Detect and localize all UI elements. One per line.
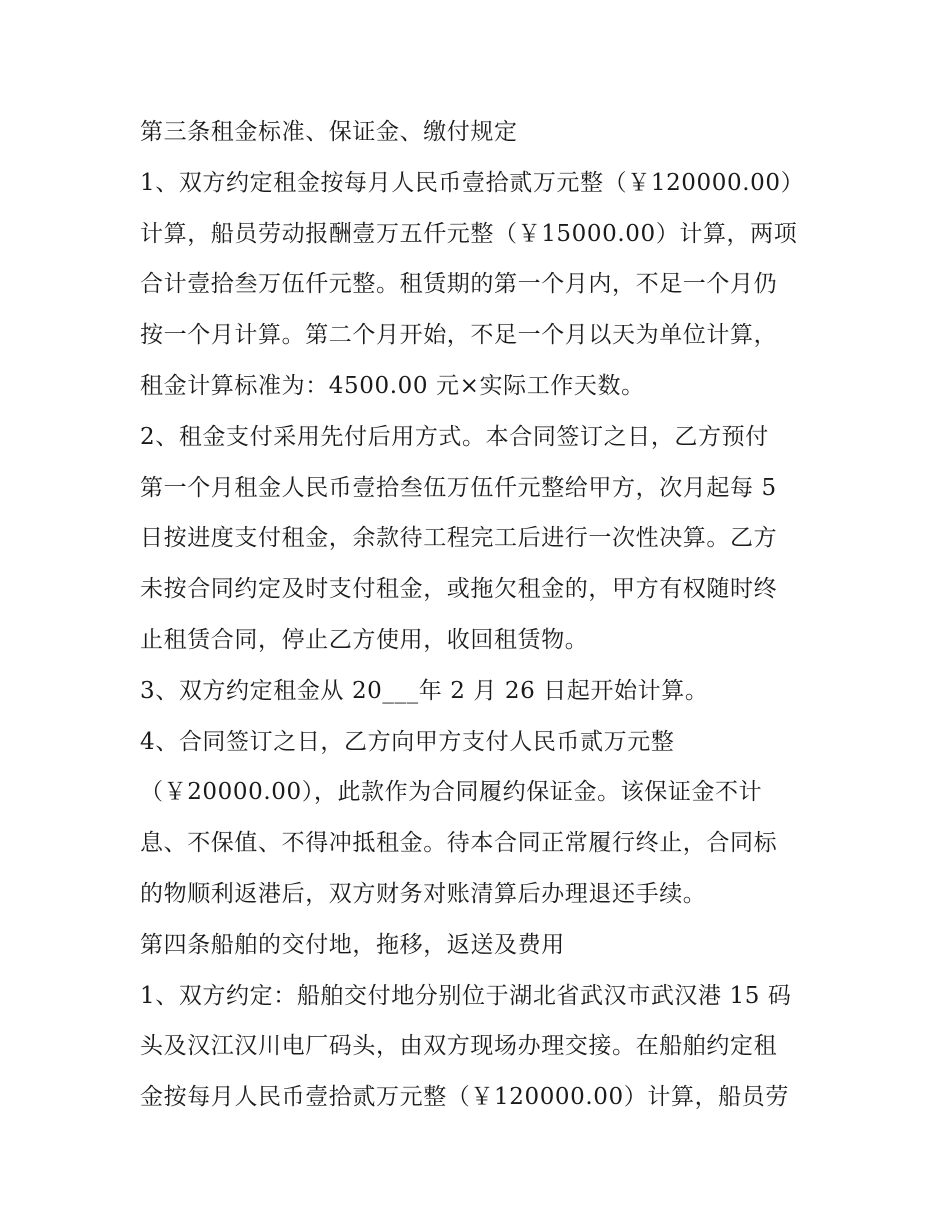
paragraph-line: （￥20000.00），此款作为合同履约保证金。该保证金不计 [140,779,763,806]
paragraph-line: 止租赁合同，停止乙方使用，收回租赁物。 [140,626,589,653]
paragraph-line: 按一个月计算。第二个月开始，不足一个月以天为单位计算， [140,322,778,349]
paragraph-line: 的物顺利返港后，双方财务对账清算后办理退还手续。 [140,880,707,907]
paragraph-line: 头及汉江汉川电厂码头，由双方现场办理交接。在船舶约定租 [140,1033,778,1060]
paragraph-line: 租金计算标准为：4500.00 元×实际工作天数。 [140,372,645,399]
section-heading-article-3: 第三条租金标准、保证金、缴付规定 [140,119,518,145]
paragraph-line: 计算，船员劳动报酬壹万五仟元整（￥15000.00）计算，两项 [140,220,798,247]
section-heading-article-4: 第四条船舶的交付地，拖移，返送及费用 [140,931,565,958]
paragraph-line: 合计壹拾叁万伍仟元整。租赁期的第一个月内，不足一个月仍 [140,271,778,298]
paragraph-line: 日按进度支付租金，余款待工程完工后进行一次性决算。乙方 [140,525,778,552]
paragraph-line: 息、不保值、不得冲抵租金。待本合同正常履行终止，合同标 [140,830,778,857]
paragraph-line: 第一个月租金人民币壹拾叁伍万伍仟元整给甲方，次月起每 5 [140,474,777,501]
paragraph-line: 未按合同约定及时支付租金，或拖欠租金的，甲方有权随时终 [140,576,778,603]
paragraph-line: 1、双方约定：船舶交付地分别位于湖北省武汉市武汉港 15 码 [140,982,792,1009]
paragraph-line: 2、租金支付采用先付后用方式。本合同签订之日，乙方预付 [140,423,769,450]
document-body [140,107,820,1123]
paragraph-line: 3、双方约定租金从 20___年 2 月 26 日起开始计算。 [140,677,709,704]
paragraph-line: 4、合同签订之日，乙方向甲方支付人民币贰万元整 [140,728,675,755]
paragraph-line: 1、双方约定租金按每月人民币壹拾贰万元整（￥120000.00） [140,169,805,196]
paragraph-line: 金按每月人民币壹拾贰万元整（￥120000.00）计算，船员劳 [140,1084,789,1111]
